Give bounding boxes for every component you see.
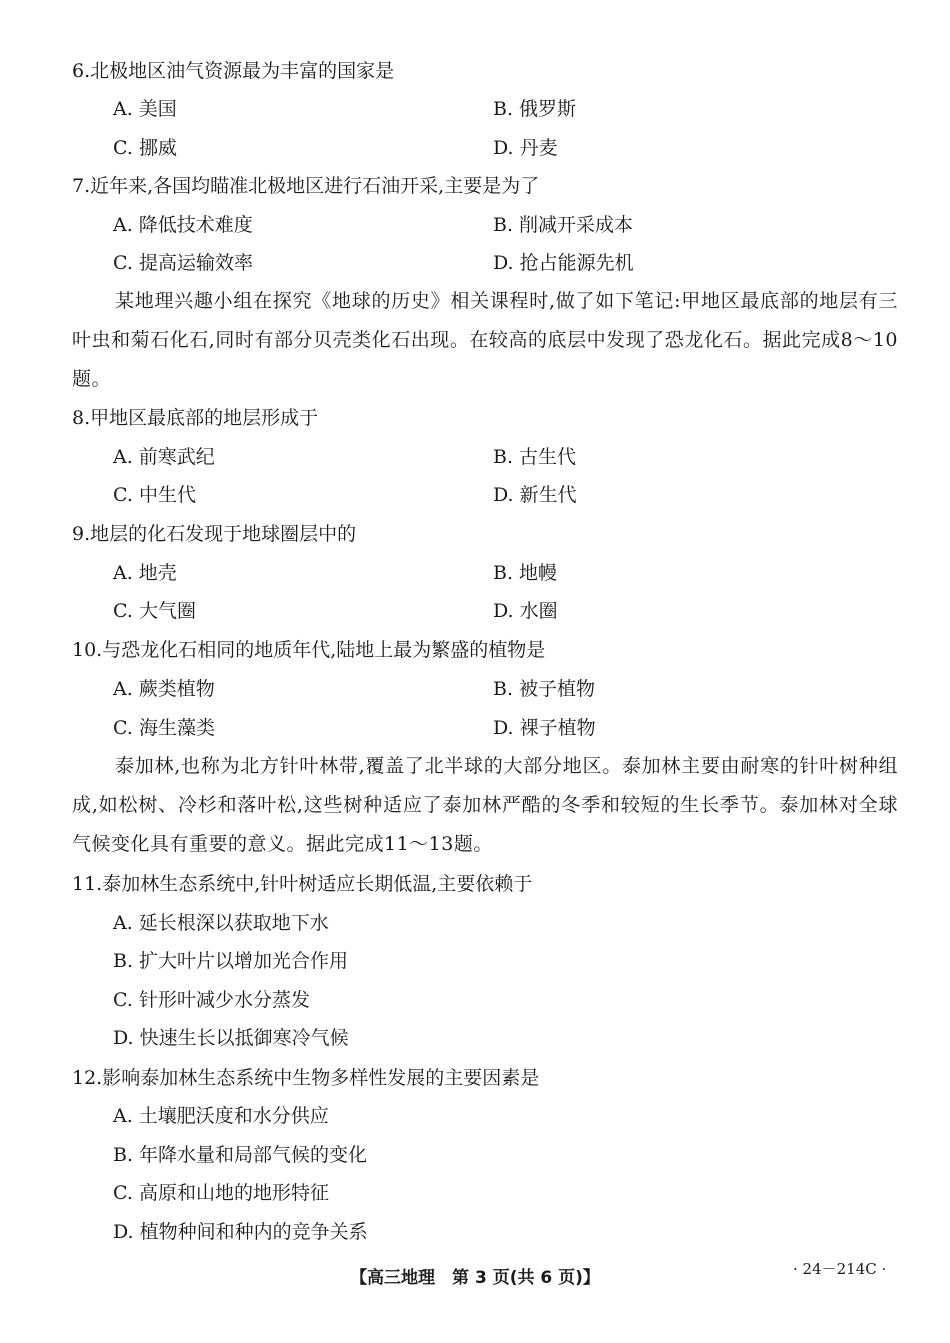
- question-11-option-d: D. 快速生长以抵御寒冷气候: [113, 1027, 349, 1049]
- question-12-stem: 12.影响泰加林生态系统中生物多样性发展的主要因素是: [72, 1067, 540, 1089]
- question-9-option-a: A. 地壳: [113, 562, 177, 584]
- passage-taiga: 泰加林,也称为北方针叶林带,覆盖了北半球的大部分地区。泰加林主要由耐寒的针叶树种组成,如松树、冷杉和落叶松,这些树种适应了泰加林严酷的冬季和较短的生长季节。泰加林对全球气候变化具有重要的意义。据此完成11～13题。: [72, 755, 898, 855]
- question-6-option-d: D. 丹麦: [493, 137, 558, 159]
- question-9-stem: 9.地层的化石发现于地球圈层中的: [72, 523, 357, 545]
- question-6-option-b: B. 俄罗斯: [493, 98, 577, 120]
- question-7-option-d: D. 抢占能源先机: [493, 252, 634, 274]
- passage-fossil-notes: 某地理兴趣小组在探究《地球的历史》相关课程时,做了如下笔记:甲地区最底部的地层有三叶虫和菊石化石,同时有部分贝壳类化石出现。在较高的底层中发现了恐龙化石。据此完成8～10题。: [72, 290, 898, 390]
- question-12-option-b: B. 年降水量和局部气候的变化: [113, 1144, 368, 1166]
- question-9-option-c: C. 大气圈: [113, 600, 196, 622]
- question-7-stem: 7.近年来,各国均瞄准北极地区进行石油开采,主要是为了: [72, 175, 540, 197]
- question-11-option-b: B. 扩大叶片以增加光合作用: [113, 950, 349, 972]
- question-6-stem: 6.北极地区油气资源最为丰富的国家是: [72, 60, 395, 82]
- question-10-stem: 10.与恐龙化石相同的地质年代,陆地上最为繁盛的植物是: [72, 639, 546, 661]
- question-7-option-a: A. 降低技术难度: [113, 214, 253, 236]
- question-10-option-a: A. 蕨类植物: [113, 678, 215, 700]
- question-10-option-b: B. 被子植物: [493, 678, 596, 700]
- question-8-option-a: A. 前寒武纪: [113, 446, 215, 468]
- question-8-option-b: B. 古生代: [493, 446, 577, 468]
- question-8-option-c: C. 中生代: [113, 484, 196, 506]
- question-11-option-c: C. 针形叶减少水分蒸发: [113, 989, 310, 1011]
- question-11-stem: 11.泰加林生态系统中,针叶树适应长期低温,主要依赖于: [72, 873, 533, 895]
- question-6-option-a: A. 美国: [113, 98, 177, 120]
- page-footer: 【高三地理 第 3 页(共 6 页)】: [350, 1268, 600, 1288]
- question-6-option-c: C. 挪威: [113, 137, 177, 159]
- question-12-option-d: D. 植物种间和种内的竞争关系: [113, 1221, 368, 1243]
- question-9-option-b: B. 地幔: [493, 562, 558, 584]
- question-11-option-a: A. 延长根深以获取地下水: [113, 912, 329, 934]
- question-7-option-b: B. 削减开采成本: [493, 214, 634, 236]
- exam-code: · 24－214C ·: [793, 1260, 887, 1278]
- question-10-option-c: C. 海生藻类: [113, 717, 215, 739]
- question-12-option-c: C. 高原和山地的地形特征: [113, 1182, 329, 1204]
- question-8-stem: 8.甲地区最底部的地层形成于: [72, 407, 319, 429]
- question-12-option-a: A. 土壤肥沃度和水分供应: [113, 1105, 329, 1127]
- question-10-option-d: D. 裸子植物: [493, 717, 596, 739]
- question-8-option-d: D. 新生代: [493, 484, 577, 506]
- question-9-option-d: D. 水圈: [493, 600, 558, 622]
- question-7-option-c: C. 提高运输效率: [113, 252, 253, 274]
